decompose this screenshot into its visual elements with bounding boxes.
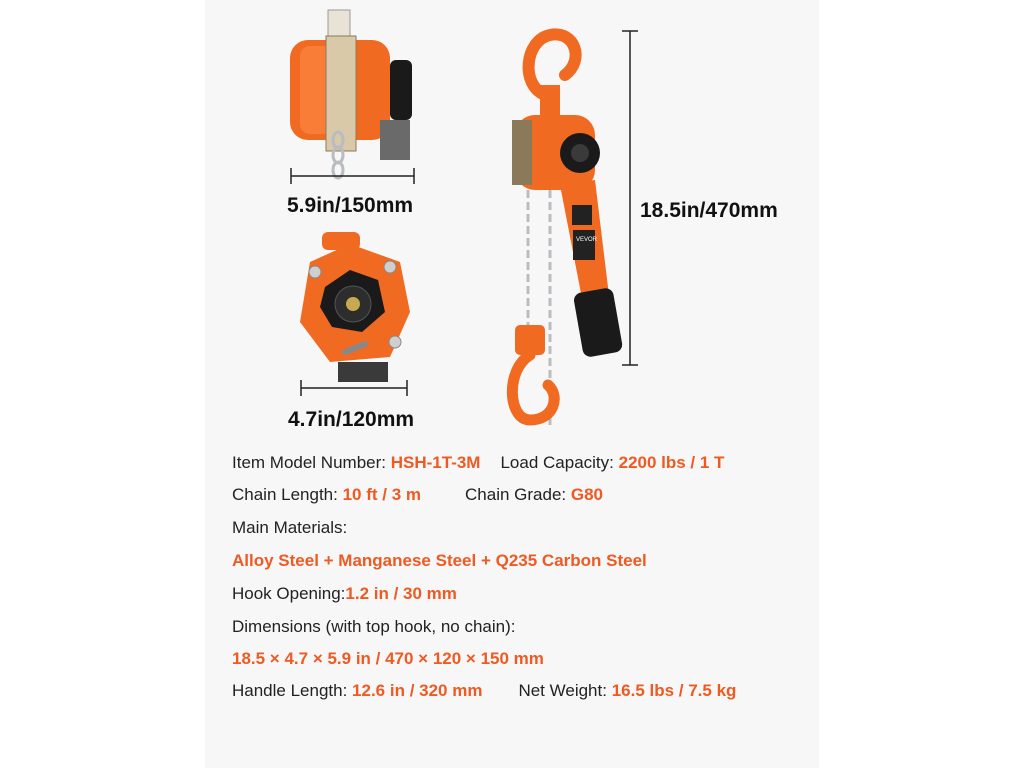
chain-grade-value: G80 [570, 485, 603, 504]
height-dimension-line [620, 30, 640, 366]
capacity-label: Load Capacity: [500, 453, 619, 472]
spec-row-hook [232, 584, 457, 604]
spec-row-dimensions-value [232, 649, 544, 669]
hook-label: Hook Opening: [232, 584, 346, 603]
chain-length-label: Chain Length: [232, 485, 343, 504]
dimensions-value: 18.5 × 4.7 × 5.9 in / 470 × 120 × 150 mm [232, 649, 544, 668]
capacity-value: 2200 lbs / 1 T [618, 453, 725, 472]
spec-row-materials-value [232, 551, 647, 571]
spec-row-chain [232, 485, 603, 505]
width-top-dimension-label: 5.9in/150mm [287, 194, 414, 217]
height-dimension-label: 18.5in/470mm [640, 199, 778, 222]
width-top-dimension-line [290, 168, 415, 184]
weight-label: Net Weight: [518, 681, 612, 700]
hoist-face-view-image [290, 232, 420, 382]
spec-row-materials-label [232, 518, 347, 538]
handle-value: 12.6 in / 320 mm [352, 681, 483, 700]
width-bottom-dimension-label: 4.7in/120mm [288, 408, 415, 431]
weight-value: 16.5 lbs / 7.5 kg [611, 681, 737, 700]
chain-length-value: 10 ft / 3 m [342, 485, 422, 504]
spec-row-model-capacity [232, 453, 724, 473]
handle-label: Handle Length: [232, 681, 353, 700]
width-bottom-dimension-line [300, 380, 408, 396]
model-label: Item Model Number: [232, 453, 391, 472]
spec-row-handle-weight [232, 681, 736, 701]
hoist-side-view-image [280, 10, 430, 175]
hook-value: 1.2 in / 30 mm [345, 584, 457, 603]
brand-label: VEVOR [576, 237, 598, 243]
spec-row-dimensions-label [232, 617, 515, 637]
hoist-full-view-image [500, 25, 630, 430]
dimensions-label: Dimensions (with top hook, no chain): [232, 617, 516, 636]
model-value: HSH-1T-3M [390, 453, 481, 472]
materials-value: Alloy Steel + Manganese Steel + Q235 Carbon Steel [232, 551, 647, 570]
chain-grade-label: Chain Grade: [465, 485, 571, 504]
materials-label: Main Materials: [232, 518, 348, 537]
